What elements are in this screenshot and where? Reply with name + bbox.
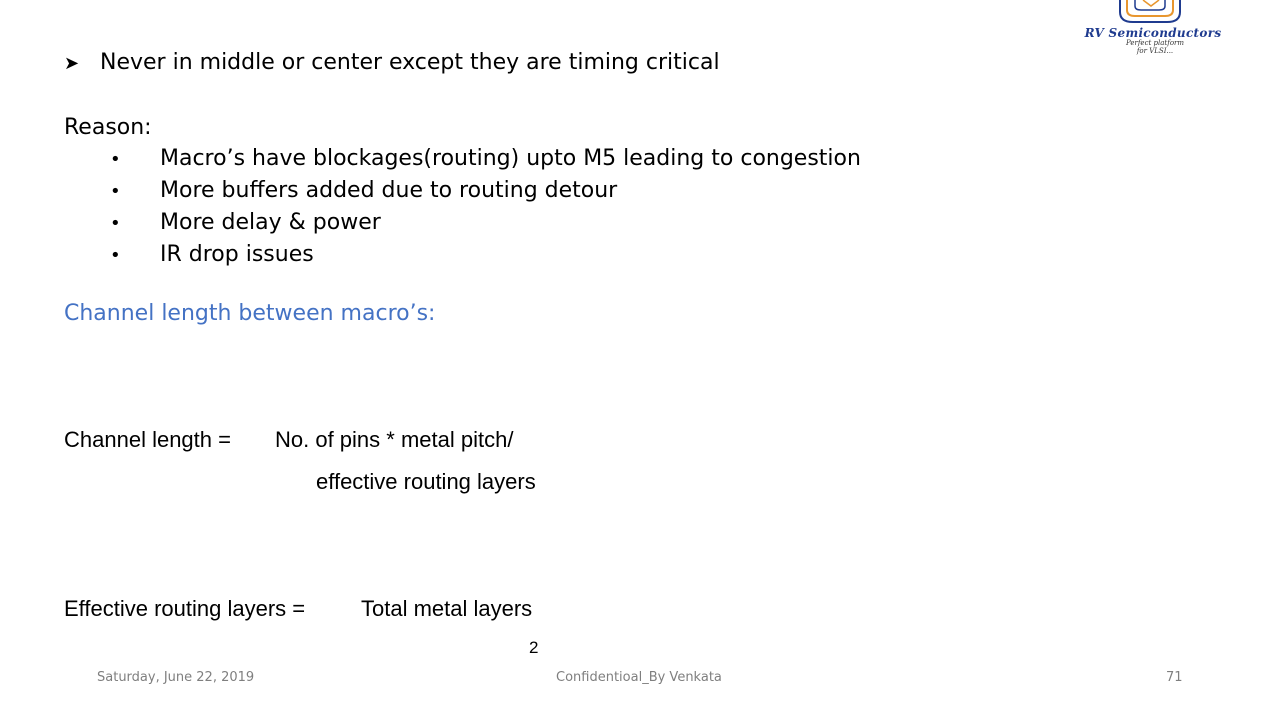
effective-layers-numerator: Total metal layers bbox=[361, 596, 533, 621]
logo-mark-icon bbox=[1115, 0, 1185, 26]
footer-date: Saturday, June 22, 2019 bbox=[97, 670, 255, 685]
channel-length-label: Channel length = bbox=[64, 427, 231, 452]
list-item-text: More delay & power bbox=[160, 210, 381, 235]
list-item-text: Macro’s have blockages(routing) upto M5 leading to congestion bbox=[160, 146, 861, 171]
channel-length-formula-line1: No. of pins * metal pitch/ bbox=[275, 427, 514, 452]
logo-tagline-line1: Perfect platform bbox=[1125, 39, 1185, 47]
page-number: 71 bbox=[1166, 670, 1183, 685]
top-bullet bbox=[64, 48, 720, 79]
effective-layers-label: Effective routing layers = bbox=[64, 596, 306, 621]
channel-length-formula-line2: effective routing layers bbox=[316, 469, 536, 494]
logo-name: RV Semiconductors bbox=[1084, 26, 1222, 40]
bullet-dot-icon: • bbox=[110, 181, 121, 202]
bullet-dot-icon: • bbox=[110, 213, 121, 234]
section-heading: Channel length between macro’s: bbox=[64, 301, 436, 326]
footer-center-text: Confidentioal_By Venkata bbox=[556, 670, 722, 685]
company-logo bbox=[1050, 0, 1250, 58]
list-item-text: IR drop issues bbox=[160, 242, 314, 267]
reason-title: Reason: bbox=[64, 115, 152, 140]
logo-tagline-line2: for VLSI... bbox=[1136, 47, 1174, 55]
top-bullet-text: Never in middle or center except they are timing critical bbox=[100, 50, 720, 75]
list-item-text: More buffers added due to routing detour bbox=[160, 178, 618, 203]
bullet-dot-icon: • bbox=[110, 149, 121, 170]
list-item bbox=[110, 208, 861, 240]
arrow-bullet-icon: ➤ bbox=[64, 53, 80, 74]
bullet-dot-icon: • bbox=[110, 245, 121, 266]
reason-list bbox=[110, 144, 861, 272]
logo-tagline bbox=[1100, 39, 1210, 55]
list-item bbox=[110, 144, 861, 176]
list-item bbox=[110, 240, 861, 272]
list-item bbox=[110, 176, 861, 208]
effective-layers-denominator: 2 bbox=[529, 638, 539, 657]
